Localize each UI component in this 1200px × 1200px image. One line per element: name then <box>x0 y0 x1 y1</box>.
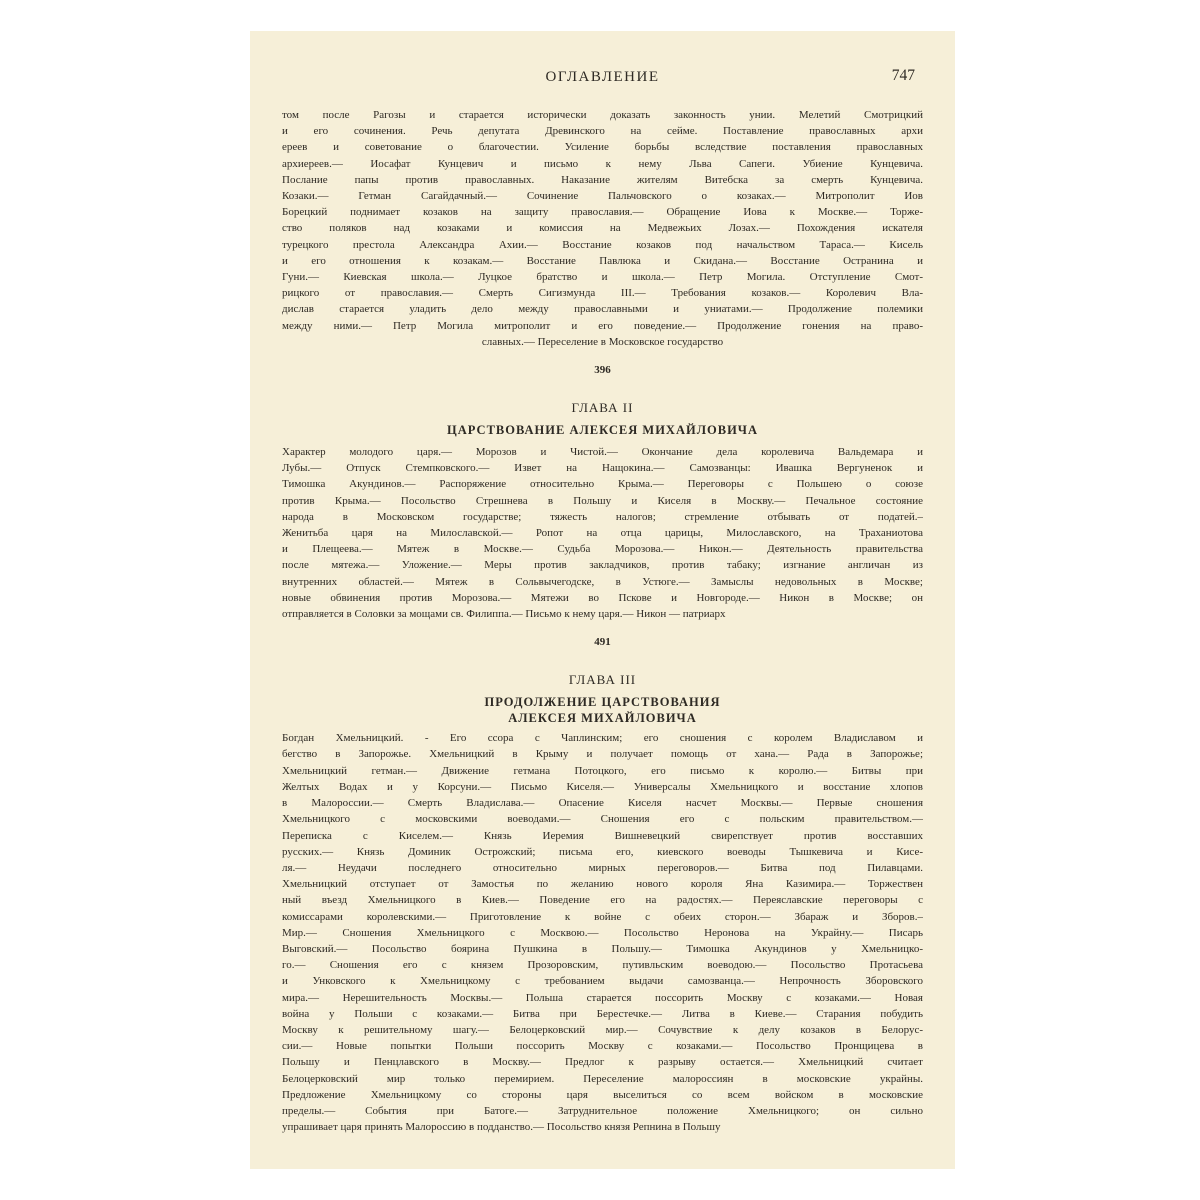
text-line: новые обвинения против Морозова.— Мятежи во Пскове и Новгороде.— Никон в Москве; он <box>282 591 923 604</box>
text-line: между ними.— Петр Могила митрополит и его поведение.— Продолжение гонения на право- <box>282 319 923 332</box>
text-line: Гуни.— Киевская школа.— Луцкое братство и школа.— Петр Могила. Отступление Смот- <box>282 271 923 284</box>
chapter-heading: ГЛАВА III <box>568 672 637 688</box>
page-reference: 491 <box>594 636 611 649</box>
text-line: русских.— Князь Доминик Острожский; письма его, киевского воеводы Тышкевича и Кисе- <box>282 845 923 858</box>
text-line: ный въезд Хмельницкого в Киев.— Поведение его на радостях.— Переяславские переговоры с <box>282 894 923 907</box>
text-line: ля.— Неудачи последнего относительно мирных переговоров.— Битва под Пилавцами. <box>282 861 923 874</box>
text-line: Хмельницкого с московскими воеводами.— Сношения его с польским правительством.— <box>282 813 923 826</box>
text-line: против Крыма.— Посольство Стрешнева в Польшу и Киселя в Москву.— Печальное состояние <box>282 494 923 507</box>
text-line: рицкого от православия.— Смерть Сигизмунда III.— Требования козаков.— Королевич Вла- <box>282 287 923 300</box>
text-line: дислав старается уладить дело между православными и униатами.— Продолжение полемики <box>282 303 923 316</box>
text-line: Переписка с Киселем.— Князь Иеремия Вишневецкий свирепствует против восставших <box>282 829 923 842</box>
text-line: Козаки.— Гетман Сагайдачный.— Сочинение Пальчовского о козаках.— Митрополит Иов <box>282 190 923 203</box>
text-line: Послание папы против православных. Наказание жителям Витебска за смерть Кунцевича. <box>282 173 923 186</box>
text-line: сии.— Новые попытки Польши поссорить Москву с козаками.— Посольство Пронщицева в <box>282 1040 923 1053</box>
text-line: комиссарами королевскими.— Приготовление к войне с обеих сторон.— Збараж и Зборов.– <box>282 910 923 923</box>
text-line: Москву к решительному шагу.— Белоцерковский мир.— Сочувствие к делу козаков в Белорус- <box>282 1023 923 1036</box>
text-line: Лубы.— Отпуск Стемпковского.— Извет на Нащокина.— Самозванцы: Ивашка Вергуненок и <box>282 462 923 475</box>
text-line: упрашивает царя принять Малороссию в подданство.— Посольство князя Репнина в Польшу <box>282 1121 721 1134</box>
text-line: Хмельницкий гетман.— Движение гетмана Потоцкого, его письмо к королю.— Битвы при <box>282 764 923 777</box>
text-line: и Унковского к Хмельницкому с требованием выдачи самозванца.— Непрочность Зборовского <box>282 975 923 988</box>
text-line: Мир.— Сношения Хмельницкого с Москвою.— Посольство Неронова на Украйну.— Писарь <box>282 926 923 939</box>
text-line: ство поляков над козаками и комиссия на Медвежьих Лозах.— Похождения искателя <box>282 222 923 235</box>
text-line: в Малороссии.— Смерть Владислава.— Опасение Киселя насчет Москвы.— Первые сношения <box>282 797 923 810</box>
text-line: го.— Сношения его с князем Прозоровским, путивльским воеводою.— Посольство Протасьева <box>282 959 923 972</box>
text-line: турецкого престола Александра Ахии.— Восстание козаков под начальством Тараса.— Кисель <box>282 238 923 251</box>
chapter-title-line: ПРОДОЛЖЕНИЕ ЦАРСТВОВАНИЯ <box>484 695 721 710</box>
text-line: и его сочинения. Речь депутата Древинского на сейме. Поставление православных архи <box>282 125 923 138</box>
text-line: Женитьба царя на Милославской.— Ропот на отца царицы, Милославского, на Траханиотова <box>282 527 923 540</box>
text-line: пределы.— События при Батоге.— Затруднительное положение Хмельницкого; он сильно <box>282 1104 923 1117</box>
running-title: ОГЛАВЛЕНИЕ <box>545 69 660 85</box>
text-line: внутренних областей.— Мятеж в Сольвычегодске, в Устюге.— Замыслы недовольных в Москве; <box>282 575 923 588</box>
text-line: ереев и советование о благочестии. Усиление борьбы вследствие поставления православных <box>282 141 923 154</box>
page-body <box>282 107 923 1135</box>
text-line: Предложение Хмельницкому со стороны царя выселиться со всем войском в московские <box>282 1088 923 1101</box>
text-line: том после Рагозы и старается исторически доказать законность унии. Мелетий Смотрицкий <box>282 109 923 121</box>
chapter-title-line: АЛЕКСЕЯ МИХАЙЛОВИЧА <box>508 711 697 726</box>
intro-paragraph <box>282 107 923 350</box>
text-line: архиереев.— Иосафат Кунцевич и письмо к нему Льва Сапеги. Убиение Кунцевича. <box>282 157 923 170</box>
chapter-heading: ГЛАВА II <box>571 400 634 416</box>
text-line: бегство в Запорожье. Хмельницкий в Крыму и получает помощь от хана.— Рада в Запорожье; <box>282 748 923 761</box>
text-line: Характер молодого царя.— Морозов и Чистой.— Окончание дела королевича Вальдемара и <box>282 446 923 459</box>
text-line: Борецкий поднимает козаков на защиту православия.— Обращение Иова к Москве.— Торже- <box>282 206 923 219</box>
text-line: Желтых Водах и у Корсуни.— Письмо Киселя.— Универсалы Хмельницкого и восстание хлопов <box>282 780 923 793</box>
text-line: Выговский.— Посольство боярина Пушкина в Польшу.— Тимошка Акундинов у Хмельницко- <box>282 942 923 955</box>
text-line: и Плещеева.— Мятеж в Москве.— Судьба Морозова.— Никон.— Деятельность правительства <box>282 543 923 556</box>
book-page <box>250 31 955 1169</box>
chapter-summary <box>282 730 923 1135</box>
text-line: народа в Московском государстве; тяжесть налогов; стремление отбывать от податей.– <box>282 510 923 523</box>
text-line: война у Польши с козаками.— Битва при Берестечке.— Литва в Киеве.— Старания побудить <box>282 1007 923 1020</box>
text-line: Богдан Хмельницкий. - Его ссора с Чаплинским; его сношения с королем Владиславом и <box>282 732 923 745</box>
text-line: Тимошка Акундинов.— Распоряжение относительно Крыма.— Переговоры с Польшею о союзе <box>282 478 923 491</box>
text-line: отправляется в Соловки за мощами св. Филиппа.— Письмо к нему царя.— Никон — патриарх <box>282 608 726 621</box>
chapter-title: ЦАРСТВОВАНИЕ АЛЕКСЕЯ МИХАЙЛОВИЧА <box>447 423 758 438</box>
text-line: славных.— Переселение в Московское государство <box>481 335 724 348</box>
text-line: Хмельницкий отступает от Замостья по желанию нового короля Яна Казимира.— Торжествен <box>282 878 923 891</box>
text-line: и его отношения к козакам.— Восстание Павлюка и Скидана.— Восстание Остранина и <box>282 254 923 267</box>
text-line: после мятежа.— Уложение.— Меры против закладчиков, против табаку; изгнание англичан из <box>282 559 923 572</box>
page-reference: 396 <box>594 364 611 377</box>
chapter-summary <box>282 444 923 622</box>
page-header <box>282 67 923 91</box>
text-line: Белоцерковский мир только перемирием. Переселение малороссиян в московские украйны. <box>282 1072 923 1085</box>
text-line: Польшу и Пенцлавского в Москву.— Предлог к разрыву остается.— Хмельницкий считает <box>282 1056 923 1069</box>
text-line: мира.— Нерешительность Москвы.— Польша старается поссорить Москву с козаками.— Новая <box>282 991 923 1004</box>
page-number: 747 <box>891 67 915 84</box>
